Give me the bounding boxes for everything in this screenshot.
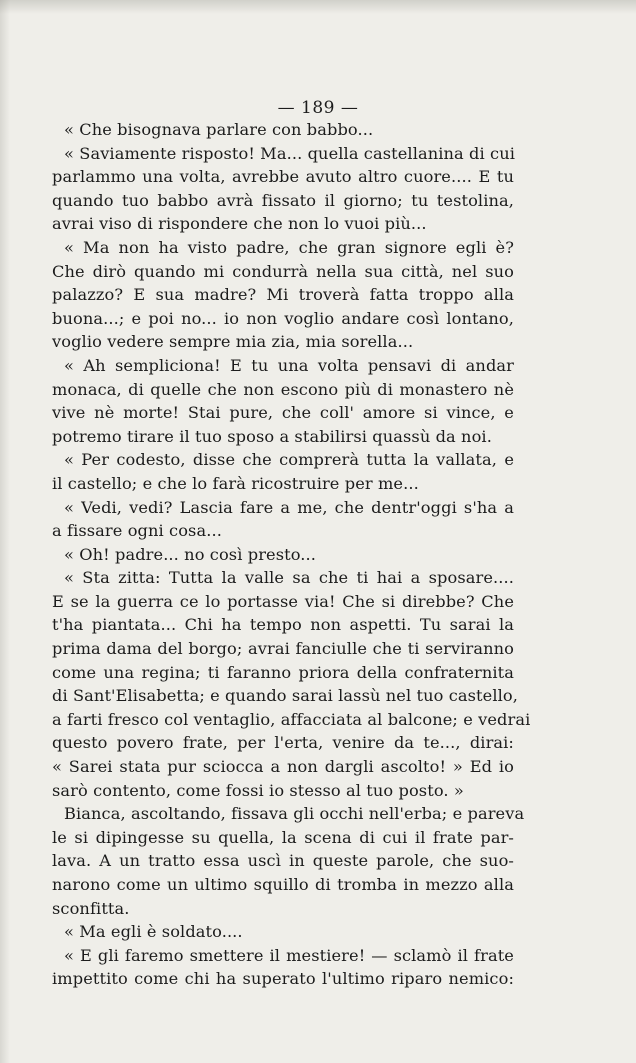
text-line: lava. A un tratto essa uscì in queste parole, che suo- bbox=[52, 851, 514, 871]
text-line: « E gli faremo smettere il mestiere! — sclamò il frate bbox=[64, 945, 514, 965]
text-line: « Ah sempliciona! E tu una volta pensavi di andar bbox=[64, 355, 514, 375]
text-line: « Che bisognava parlare con babbo... bbox=[64, 120, 374, 139]
text-line: « Ma non ha visto padre, che gran signore egli è? bbox=[64, 237, 514, 257]
text-line: « Per codesto, disse che comprerà tutta la vallata, e bbox=[64, 450, 514, 470]
text-line: potremo tirare il tuo sposo a stabilirsi quassù da noi. bbox=[52, 426, 492, 446]
text-line: palazzo? E sua madre? Mi troverà fatta troppo alla bbox=[52, 285, 514, 305]
text-line: Che dirò quando mi condurrà nella sua città, nel suo bbox=[52, 261, 514, 281]
text-line: « Sta zitta: Tutta la valle sa che ti hai a sposare.... bbox=[64, 568, 514, 588]
text-line: di Sant'Elisabetta; e quando sarai lassù nel tuo castello, bbox=[52, 686, 518, 706]
text-line: come una regina; ti faranno priora della confraternita bbox=[52, 662, 514, 682]
text-line: « Sarei stata pur sciocca a non dargli ascolto! » Ed io bbox=[52, 757, 514, 777]
text-line: il castello; e che lo farà ricostruire per me... bbox=[52, 473, 419, 493]
text-line: monaca, di quelle che non escono più di monastero nè bbox=[52, 379, 514, 399]
text-line: questo povero frate, per l'erta, venire da te..., dirai: bbox=[52, 733, 514, 753]
text-line: E se la guerra ce lo portasse via! Che si direbbe? Che bbox=[52, 591, 514, 611]
text-line: buona...; e poi no... io non voglio andare così lontano, bbox=[52, 308, 514, 328]
text-line: « Vedi, vedi? Lascia fare a me, che dentr'oggi s'ha a bbox=[64, 497, 514, 517]
text-line: le si dipingesse su quella, la scena di cui il frate par- bbox=[52, 827, 514, 847]
text-line: « Ma egli è soldato.... bbox=[64, 922, 243, 942]
text-line: t'ha piantata... Chi ha tempo non aspetti. Tu sarai la bbox=[52, 615, 514, 635]
text-line: Bianca, ascoltando, fissava gli occhi nell'erba; e pareva bbox=[64, 804, 525, 824]
text-line: quando tuo babbo avrà fissato il giorno; tu testolina, bbox=[52, 190, 514, 210]
text-line: sconfitta. bbox=[52, 898, 130, 918]
body-text bbox=[52, 118, 531, 991]
text-line: avrai viso di rispondere che non lo vuoi più... bbox=[52, 214, 427, 234]
text-line: voglio vedere sempre mia zia, mia sorella... bbox=[52, 332, 414, 352]
text-line: parlammo una volta, avrebbe avuto altro cuore.... E tu bbox=[52, 167, 514, 187]
text-line: vive nè morte! Stai pure, che coll' amore si vince, e bbox=[52, 403, 514, 423]
text-line: sarò contento, come fossi io stesso al tuo posto. » bbox=[52, 780, 464, 800]
text-line: prima dama del borgo; avrai fanciulle che ti serviranno bbox=[52, 639, 514, 659]
text-line: a farti fresco col ventaglio, affacciata al balcone; e vedrai bbox=[52, 709, 531, 729]
text-line: « Saviamente risposto! Ma... quella castellanina di cui bbox=[64, 143, 516, 163]
page-number: — 189 — bbox=[277, 98, 359, 118]
text-line: « Oh! padre... no così presto... bbox=[64, 544, 317, 564]
text-line: a fissare ogni cosa... bbox=[52, 521, 222, 541]
text-line: impettito come chi ha superato l'ultimo riparo nemico: bbox=[52, 969, 514, 989]
text-line: narono come un ultimo squillo di tromba in mezzo alla bbox=[52, 875, 514, 894]
